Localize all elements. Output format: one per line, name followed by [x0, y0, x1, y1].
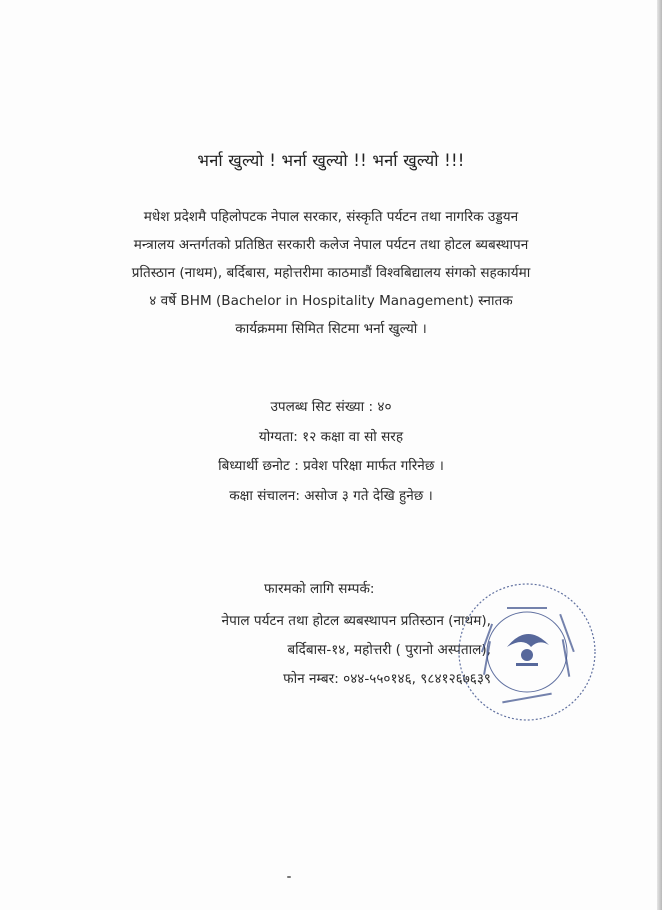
- admission-details: [0, 393, 662, 511]
- body-line: कार्यक्रममा सिमित सिटमा भर्ना खुल्यो ।: [235, 321, 427, 337]
- announcement-body: [30, 203, 632, 343]
- contact-heading: फारमको लागि सम्पर्क:: [264, 581, 375, 597]
- contact-institution: नेपाल पर्यटन तथा होटल ब्यबस्थापन प्रतिस्ठान (नाथम),: [221, 613, 491, 629]
- selection-process: बिध्यार्थी छनोट : प्रवेश परिक्षा मार्फत गरिनेछ ।: [218, 458, 444, 474]
- eligibility: योग्यता: १२ कक्षा वा सो सरह: [258, 428, 404, 445]
- body-line: प्रतिस्ठान (नाथम), बर्दिबास, महोत्तरीमा काठमाडौं विश्वबिद्यालय संगको सहकार्यमा: [131, 265, 531, 281]
- class-start: कक्षा संचालन: असोज ३ गते देखि हुनेछ ।: [229, 487, 433, 504]
- admission-headline: भर्ना खुल्यो ! भर्ना खुल्यो !! भर्ना खुल्यो !!!: [197, 151, 465, 170]
- body-line: ४ वर्षे BHM (Bachelor in Hospitality Management) स्नातक: [149, 293, 513, 309]
- body-line: मधेश प्रदेशमै पहिलोपटक नेपाल सरकार, संस्कृति पर्यटन तथा नागरिक उड्डयन: [143, 209, 519, 225]
- seat-count: उपलब्ध सिट संख्या : ४०: [270, 399, 392, 415]
- body-line: मन्त्रालय अन्तर्गतको प्रतिष्ठित सरकारी कलेज नेपाल पर्यटन तथा होटल ब्यबस्थापन: [133, 237, 529, 253]
- contact-block: [0, 607, 491, 694]
- scan-speck: [287, 876, 291, 878]
- contact-address: बर्दिबास-१४, महोत्तरी ( पुरानो अस्पताल),: [287, 642, 491, 658]
- contact-phone: फोन नम्बर: ०४४-५५०१४६, ९८४१२६७६३९: [283, 671, 491, 687]
- official-stamp: [452, 577, 602, 727]
